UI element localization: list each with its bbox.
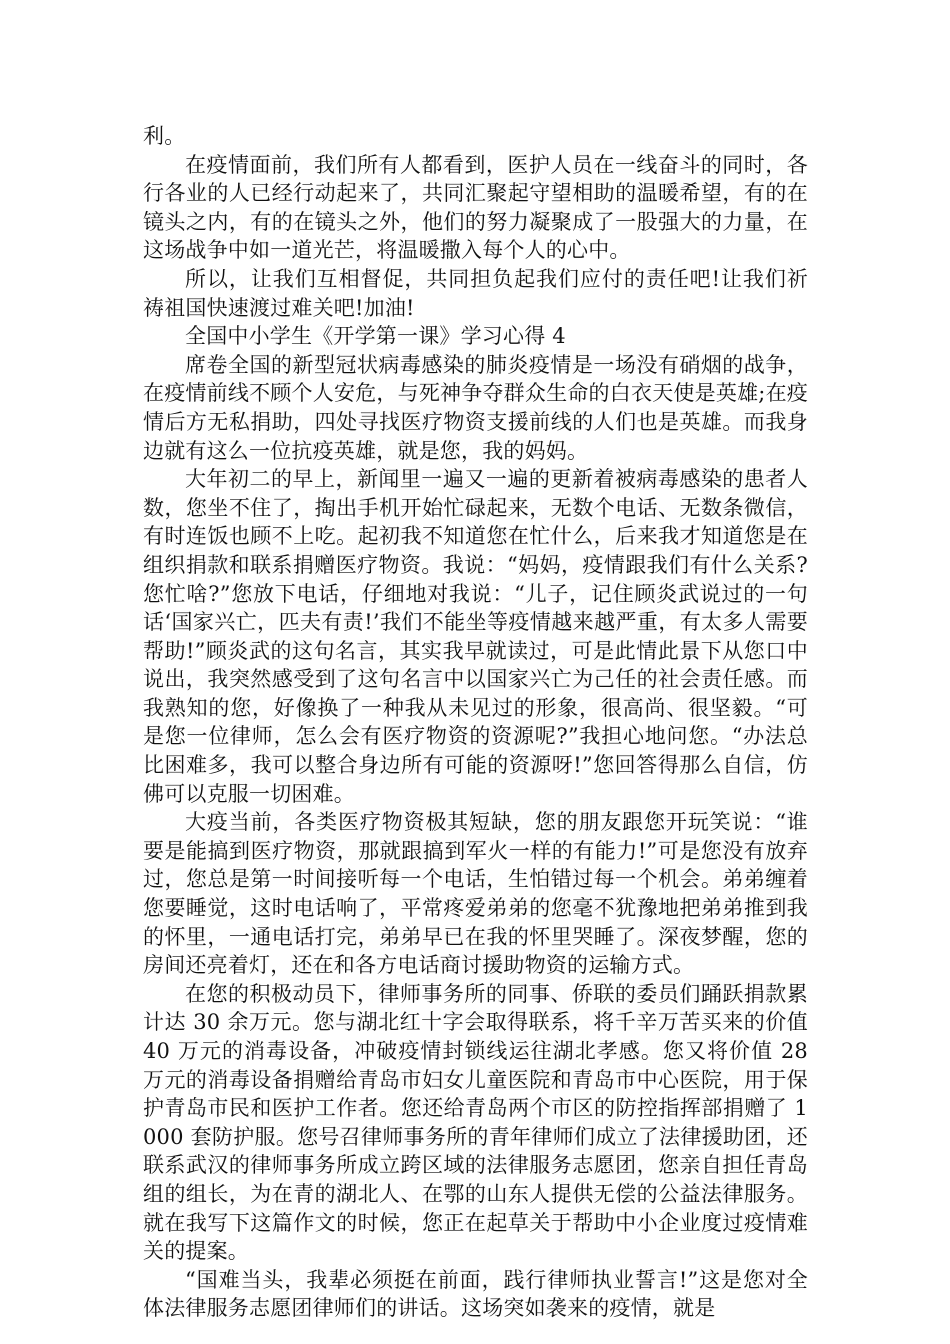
paragraph: 大年初二的早上，新闻里一遍又一遍的更新着被病毒感染的患者人数，您坐不住了，掏出手机开始忙碌起来，无数个电话、无数条微信，有时连饭也顾不上吃。起初我不知道您在忙什么，后来我才知道您是在组织捐款和联系捐赠医疗物资。我说：“妈妈，疫情跟我们有什么关系?您忙啥?”您放下电话，仔细地对我说：“儿子，记住顾炎武说过的一句话‘国家兴亡，匹夫有责!’我们不能坐等疫情越来越严重，有太多人需要帮助!”顾炎武的这句名言，其实我早就读过，可是此情此景下从您口中说出，我突然感受到了这句名言中以国家兴亡为己任的社会责任感。而我熟知的您，好像换了一种我从未见过的形象，很高尚、很坚毅。“可是您一位律师，怎么会有医疗物资的资源呢?”我担心地问您。“办法总比困难多，我可以整合身边所有可能的资源呀!”您回答得那么自信，仿佛可以克服一切困难。 — [143, 467, 808, 806]
document-body — [143, 122, 808, 1323]
paragraph: 在您的积极动员下，律师事务所的同事、侨联的委员们踊跃捐款累计达 30 余万元。您与湖北红十字会取得联系，将千辛万苦买来的价值 40 万元的消毒设备，冲破疫情封锁线运往湖北孝感。您又将价值 28 万元的消毒设备捐赠给青岛市妇女儿童医院和青岛市中心医院，用于保护青岛市民和医护工作者。您还给青岛两个市区的防控指挥部捐赠了 1000 套防护服。您号召律师事务所的青年律师们成立了法律援助团，还联系武汉的律师事务所成立跨区域的法律服务志愿团，您亲自担任青岛组的组长，为在青的湖北人、在鄂的山东人提供无偿的公益法律服务。就在我写下这篇作文的时候，您正在起草关于帮助中小企业度过疫情难关的提案。 — [143, 981, 808, 1264]
paragraph: 大疫当前，各类医疗物资极其短缺，您的朋友跟您开玩笑说：“谁要是能搞到医疗物资，那就跟搞到军火一样的有能力!”可是您没有放弃过，您总是第一时间接听每一个电话，生怕错过每一个机会。弟弟缠着您要睡觉，这时电话响了，平常疼爱弟弟的您毫不犹豫地把弟弟推到我的怀里，一通电话打完，弟弟早已在我的怀里哭睡了。深夜梦醒，您的房间还亮着灯，还在和各方电话商讨援助物资的运输方式。 — [143, 810, 808, 978]
paragraph: 席卷全国的新型冠状病毒感染的肺炎疫情是一场没有硝烟的战争，在疫情前线不顾个人安危，与死神争夺群众生命的白衣天使是英雄;在疫情后方无私捐助，四处寻找医疗物资支援前线的人们也是英雄。而我身边就有这么一位抗疫英雄，就是您，我的妈妈。 — [143, 352, 808, 463]
paragraph-continuation: 利。 — [143, 124, 186, 148]
paragraph: 在疫情面前，我们所有人都看到，医护人员在一线奋斗的同时，各行各业的人已经行动起来了，共同汇聚起守望相助的温暖希望，有的在镜头之内，有的在镜头之外，他们的努力凝聚成了一股强大的力量，在这场战争中如一道光芒，将温暖撒入每个人的心中。 — [143, 152, 808, 263]
section-heading: 全国中小学生《开学第一课》学习心得 4 — [185, 324, 566, 349]
paragraph: 所以，让我们互相督促，共同担负起我们应付的责任吧!让我们祈祷祖国快速渡过难关吧!加油! — [143, 266, 808, 320]
paragraph: “国难当头，我辈必须挺在前面，践行律师执业誓言!”这是您对全体法律服务志愿团律师们的讲话。这场突如袭来的疫情，就是 — [143, 1267, 808, 1321]
